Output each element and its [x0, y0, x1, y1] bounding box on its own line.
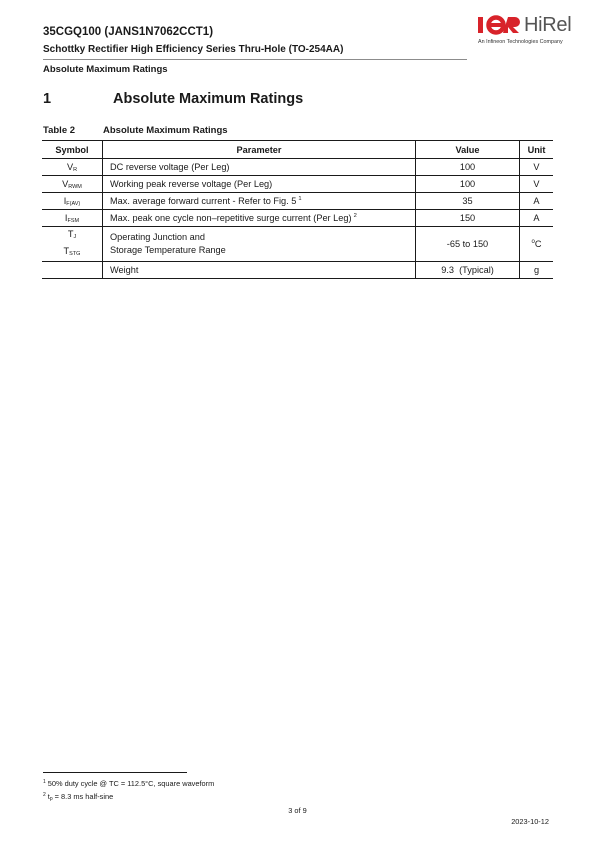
footnote-reference: 1 — [298, 196, 302, 202]
document-title: 35CGQ100 (JANS1N7062CCT1) — [43, 26, 214, 38]
unit-cell: V — [520, 176, 554, 193]
footnote-text: 50% duty cycle @ TC = 112.5°C, square waveform — [47, 779, 215, 788]
symbol-cell — [42, 193, 103, 210]
symbol-main: I — [63, 195, 67, 206]
header-symbol: Symbol — [42, 141, 103, 159]
symbol-main: T — [67, 229, 74, 239]
value-cell: 35 — [416, 193, 520, 210]
value-cell: 100 — [416, 176, 520, 193]
footnote-text-post: = 8.3 ms half-sine — [52, 792, 114, 801]
table-row — [42, 210, 553, 227]
symbol-cell — [42, 262, 103, 279]
footnote-subscript: p — [49, 796, 53, 802]
symbol-subscript: STG — [69, 251, 81, 257]
table-caption-title: Absolute Maximum Ratings — [103, 125, 228, 136]
table-row — [42, 176, 553, 193]
header-divider — [43, 59, 467, 60]
footnote-reference: 2 — [353, 213, 357, 219]
value-cell: -65 to 150 — [416, 227, 520, 262]
table-row — [42, 227, 553, 262]
unit-cell: A — [520, 193, 554, 210]
table-caption-label: Table 2 — [43, 125, 76, 136]
parameter-cell: Weight — [103, 262, 416, 279]
symbol-line-storage — [42, 244, 102, 261]
logo-hirel-text: HiRel — [524, 14, 572, 36]
symbol-cell — [42, 210, 103, 227]
value-cell: 150 — [416, 210, 520, 227]
section-title: Absolute Maximum Ratings — [113, 91, 304, 107]
parameter-cell — [103, 193, 416, 210]
table-header-row — [42, 141, 553, 159]
footnote-divider — [43, 772, 187, 773]
absolute-maximum-ratings-table — [42, 140, 553, 279]
ior-logo-mark-icon — [478, 14, 522, 36]
parameter-cell: DC reverse voltage (Per Leg) — [103, 159, 416, 176]
unit-cell: g — [520, 262, 554, 279]
table-row — [42, 193, 553, 210]
symbol-subscript: J — [73, 234, 77, 240]
unit-text: C — [534, 239, 542, 249]
symbol-main: V — [62, 178, 69, 189]
footnote-marker: 2 — [43, 792, 46, 798]
running-section-header: Absolute Maximum Ratings — [43, 64, 168, 75]
symbol-subscript: RWM — [68, 183, 82, 190]
parameter-cell — [103, 227, 416, 262]
unit-cell: V — [520, 159, 554, 176]
parameter-line: Storage Temperature Range — [110, 245, 226, 255]
header-value: Value — [416, 141, 520, 159]
page-number: 3 of 9 — [288, 806, 307, 815]
footnote-2 — [43, 792, 113, 802]
document-date: 2023-10-12 — [511, 817, 549, 826]
footnote-1 — [43, 779, 214, 788]
section-number: 1 — [43, 91, 52, 107]
parameter-text: Max. peak one cycle non–repetitive surge current (Per Leg) — [110, 213, 352, 223]
symbol-cell — [42, 176, 103, 193]
symbol-main: V — [66, 161, 74, 172]
header-unit: Unit — [520, 141, 554, 159]
value-cell: 9.3 (Typical) — [416, 262, 520, 279]
symbol-cell — [42, 159, 103, 176]
symbol-main: T — [63, 246, 70, 256]
symbol-subscript: R — [73, 166, 78, 173]
degree-mark: o — [531, 239, 535, 245]
parameter-line: Operating Junction and — [110, 232, 206, 242]
table-row — [42, 262, 553, 279]
symbol-subscript: FSM — [67, 217, 80, 224]
document-subtitle: Schottky Rectifier High Efficiency Series Thru-Hole (TO-254AA) — [43, 44, 344, 55]
unit-cell: A — [520, 210, 554, 227]
parameter-cell — [103, 210, 416, 227]
logo-tagline: An Infineon Technologies Company — [478, 39, 563, 45]
footnote-marker: 1 — [43, 779, 46, 785]
symbol-cell — [42, 227, 103, 262]
header-parameter: Parameter — [103, 141, 416, 159]
footnote-text-pre: t — [47, 792, 50, 801]
symbol-main: I — [64, 212, 68, 223]
parameter-cell: Working peak reverse voltage (Per Leg) — [103, 176, 416, 193]
symbol-subscript: F(AV) — [66, 200, 81, 207]
parameter-text: Max. average forward current - Refer to Fig. 5 — [110, 196, 297, 206]
table-row — [42, 159, 553, 176]
value-cell: 100 — [416, 159, 520, 176]
company-logo — [478, 14, 588, 50]
unit-cell — [520, 227, 554, 262]
symbol-line-junction — [42, 227, 102, 244]
